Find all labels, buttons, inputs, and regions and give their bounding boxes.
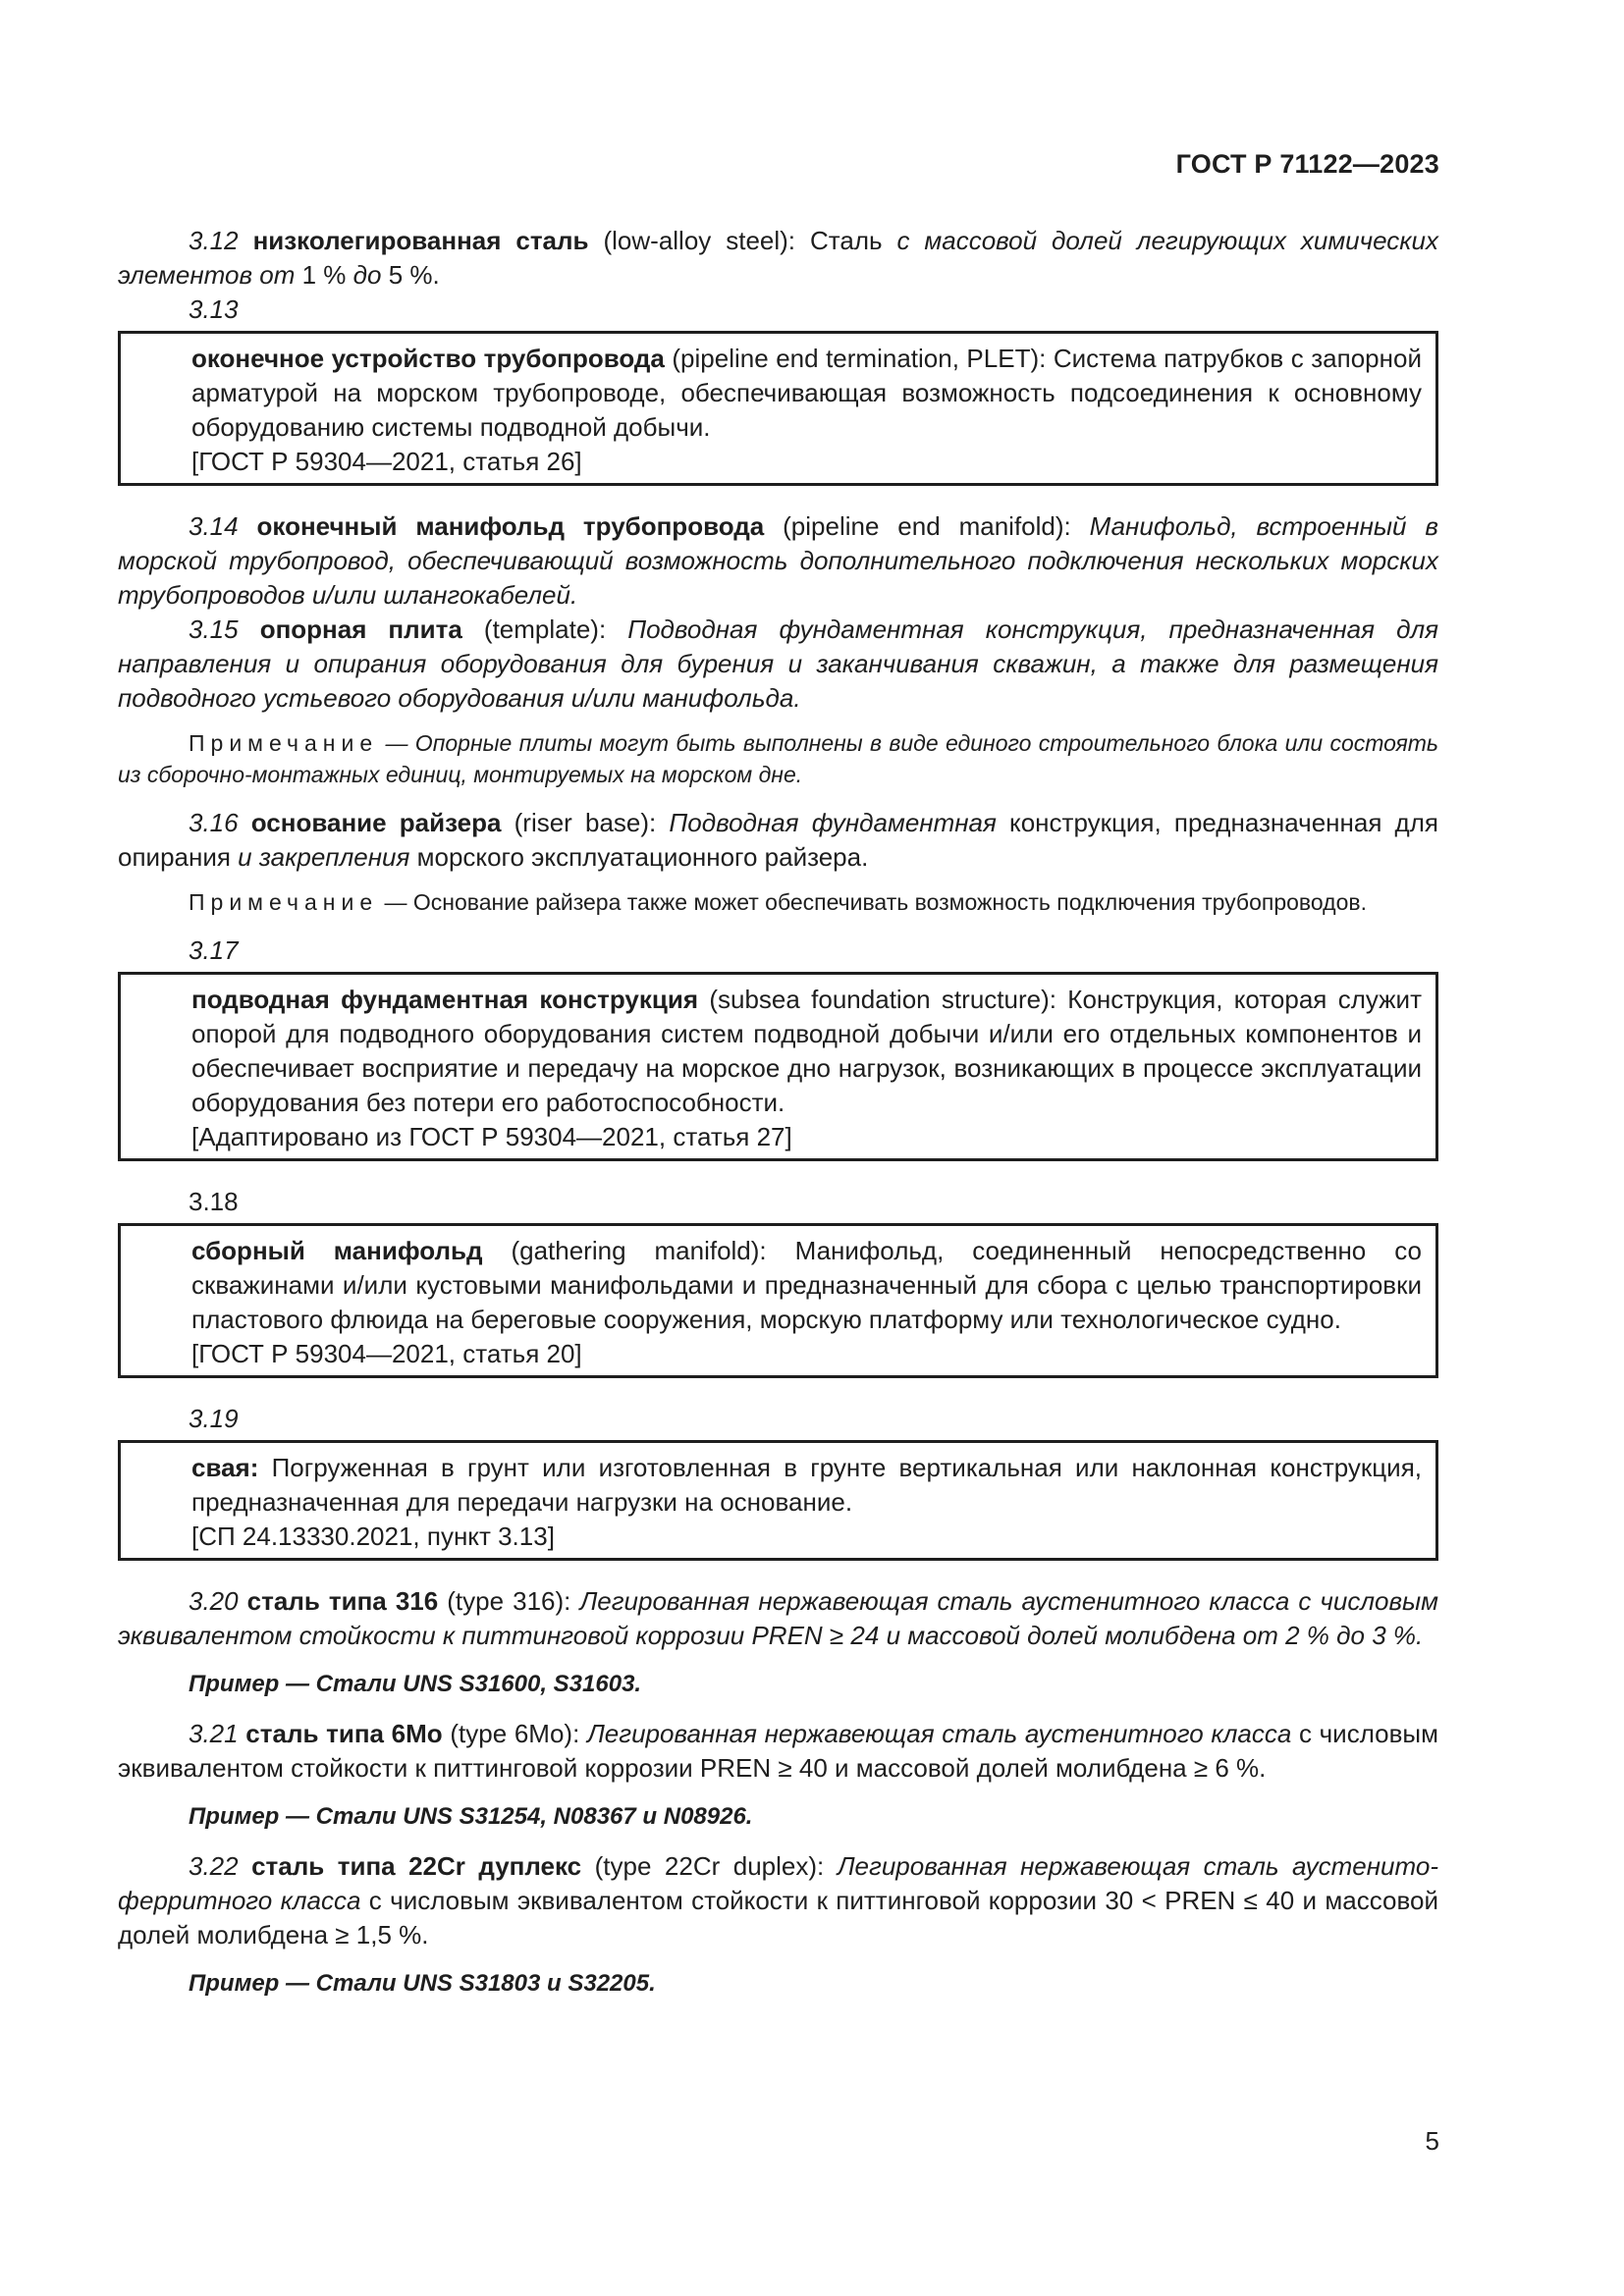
term-name: опорная плита <box>259 614 462 644</box>
term-name: оконечный манифольд трубопровода <box>256 511 765 541</box>
term-number: 3.14 <box>189 511 239 541</box>
term-english: (low-alloy steel): <box>603 226 796 255</box>
term-source: [Адаптировано из ГОСТ Р 59304—2021, статья 27] <box>191 1122 792 1151</box>
term-definition <box>191 983 1422 1120</box>
term-number: 3.12 <box>189 226 239 255</box>
term-definition-part: 1 % <box>295 260 353 290</box>
term-number: 3.16 <box>189 808 239 837</box>
term-3-12 <box>118 224 1438 293</box>
term-number: 3.19 <box>189 1404 239 1433</box>
example-3-20: Пример — Стали UNS S31600, S31603. <box>189 1671 642 1697</box>
term-definition-part: Легированная нержавеющая сталь аустенито-ферритного класса <box>118 1851 1438 1915</box>
term-box-3-17 <box>118 972 1438 1161</box>
term-3-21 <box>118 1717 1438 1786</box>
term-definition-text: Легированная нержавеющая сталь аустенитного класса с числовым эквивалентом стойкости к питтинговой коррозии PREN ≥ 24 и массовой долей молибдена от 2 % до 3 %. <box>118 1586 1438 1650</box>
term-name: сборный манифольд <box>191 1236 483 1265</box>
term-definition-part: с массовой долей легирующих химических элементов от <box>118 226 1438 290</box>
term-3-15 <box>118 613 1438 716</box>
term-number: 3.17 <box>189 935 239 965</box>
term-name: сталь типа 6Mo <box>245 1719 443 1748</box>
term-definition-text: Манифольд, соединенный непосредственно со скважинами и/или кустовыми манифольдами и предназначенный для сбора с целью транспортировки пластового флюида на береговые сооружения, морскую платформу или технологическое судно. <box>191 1236 1422 1334</box>
note-text: — Опорные плиты могут быть выполнены в виде единого строительного блока или состоять из сборочно-монтажных единиц, монтируемых на морском дне. <box>118 730 1438 787</box>
term-definition-part: и закрепления <box>238 842 410 872</box>
term-english: (template): <box>483 614 607 644</box>
term-number: 3.15 <box>189 614 239 644</box>
term-3-20 <box>118 1584 1438 1653</box>
term-box-3-18 <box>118 1223 1438 1378</box>
term-definition <box>191 342 1422 445</box>
note-text: — Основание райзера также может обеспечивать возможность подключения трубопроводов. <box>378 889 1367 915</box>
term-definition <box>191 1234 1422 1337</box>
term-name: сталь типа 22Cr дуплекс <box>251 1851 582 1881</box>
term-name: свая: <box>191 1453 259 1482</box>
term-english: (type 6Mo): <box>450 1719 580 1748</box>
document-id: ГОСТ Р 71122—2023 <box>1175 149 1439 179</box>
note-3-16 <box>118 886 1438 918</box>
term-name: низколегированная сталь <box>252 226 589 255</box>
term-definition-part: Сталь <box>795 226 897 255</box>
term-3-14 <box>118 509 1438 613</box>
term-definition-part: морского эксплуатационного райзера. <box>409 842 869 872</box>
document-body <box>118 224 1438 2001</box>
term-definition-part: до <box>352 260 382 290</box>
example-3-22: Пример — Стали UNS S31803 и S32205. <box>189 1970 656 1997</box>
term-box-3-19 <box>118 1440 1438 1561</box>
term-definition-text: Манифольд, встроенный в морской трубопровод, обеспечивающий возможность дополнительного подключения нескольких морских трубопроводов и/или шлангокабелей. <box>118 511 1438 610</box>
term-box-3-13 <box>118 331 1438 486</box>
term-3-16 <box>118 806 1438 875</box>
term-definition <box>191 1451 1422 1520</box>
term-definition-text: Подводная фундаментная конструкция, предназначенная для направления и опирания оборудования для бурения и заканчивания скважин, а также для размещения подводного устьевого оборудования и/или манифольда. <box>118 614 1439 713</box>
term-name: сталь типа 316 <box>246 1586 439 1616</box>
term-name: оконечное устройство трубопровода <box>191 344 665 373</box>
term-source: [ГОСТ Р 59304—2021, статья 26] <box>191 447 582 476</box>
term-english: (gathering manifold): <box>511 1236 767 1265</box>
term-number: 3.21 <box>189 1719 239 1748</box>
term-3-22 <box>118 1849 1438 1952</box>
term-definition-text: Конструкция, которая служит опорой для подводного оборудования систем подводной добычи и/или его отдельных компонентов и обеспечивает восприятие и передачу на морское дно нагрузок, возникающих в процессе эксплуатации оборудования без потери его работоспособности. <box>191 985 1422 1117</box>
term-definition-part: с числовым эквивалентом стойкости к питтинговой коррозии 30 < PREN ≤ 40 и массовой долей молибдена ≥ 1,5 %. <box>118 1886 1438 1949</box>
term-english: (subsea foundation structure): <box>709 985 1056 1014</box>
note-label: Примечание <box>189 889 379 915</box>
term-english: (riser base): <box>514 808 657 837</box>
example-3-21: Пример — Стали UNS S31254, N08367 и N08926. <box>189 1803 753 1830</box>
term-definition-part: с числовым эквивалентом стойкости к питтинговой коррозии PREN ≥ 40 и массовой долей молибдена ≥ 6 %. <box>118 1719 1438 1783</box>
term-number: 3.18 <box>189 1187 239 1216</box>
term-definition-part: Легированная нержавеющая сталь аустенитного класса <box>579 1719 1292 1748</box>
term-number: 3.20 <box>189 1586 239 1616</box>
term-definition-part: 5 %. <box>381 260 440 290</box>
term-number: 3.22 <box>189 1851 239 1881</box>
term-english: (type 316): <box>447 1586 571 1616</box>
term-number: 3.13 <box>189 294 239 324</box>
term-definition-part: конструкция, предназначенная для опирания <box>118 808 1438 872</box>
note-3-15 <box>118 727 1438 790</box>
term-definition-text: Погруженная в грунт или изготовленная в грунте вертикальная или наклонная конструкция, предназначенная для передачи нагрузки на основание. <box>191 1453 1422 1517</box>
term-english: (type 22Cr duplex): <box>594 1851 825 1881</box>
note-label: Примечание <box>189 730 379 756</box>
term-name: основание райзера <box>250 808 502 837</box>
term-english: (pipeline end manifold): <box>783 511 1071 541</box>
term-source: [ГОСТ Р 59304—2021, статья 20] <box>191 1339 582 1368</box>
term-definition-part: Подводная фундаментная <box>656 808 997 837</box>
term-name: подводная фундаментная конструкция <box>191 985 699 1014</box>
term-definition-text: Система патрубков с запорной арматурой на морском трубопроводе, обеспечивающая возможность подсоединения к основному оборудованию системы подводной добычи. <box>191 344 1422 442</box>
term-source: [СП 24.13330.2021, пункт 3.13] <box>191 1522 555 1551</box>
term-english: (pipeline end termination, PLET): <box>672 344 1047 373</box>
page-number: 5 <box>1425 2126 1439 2156</box>
